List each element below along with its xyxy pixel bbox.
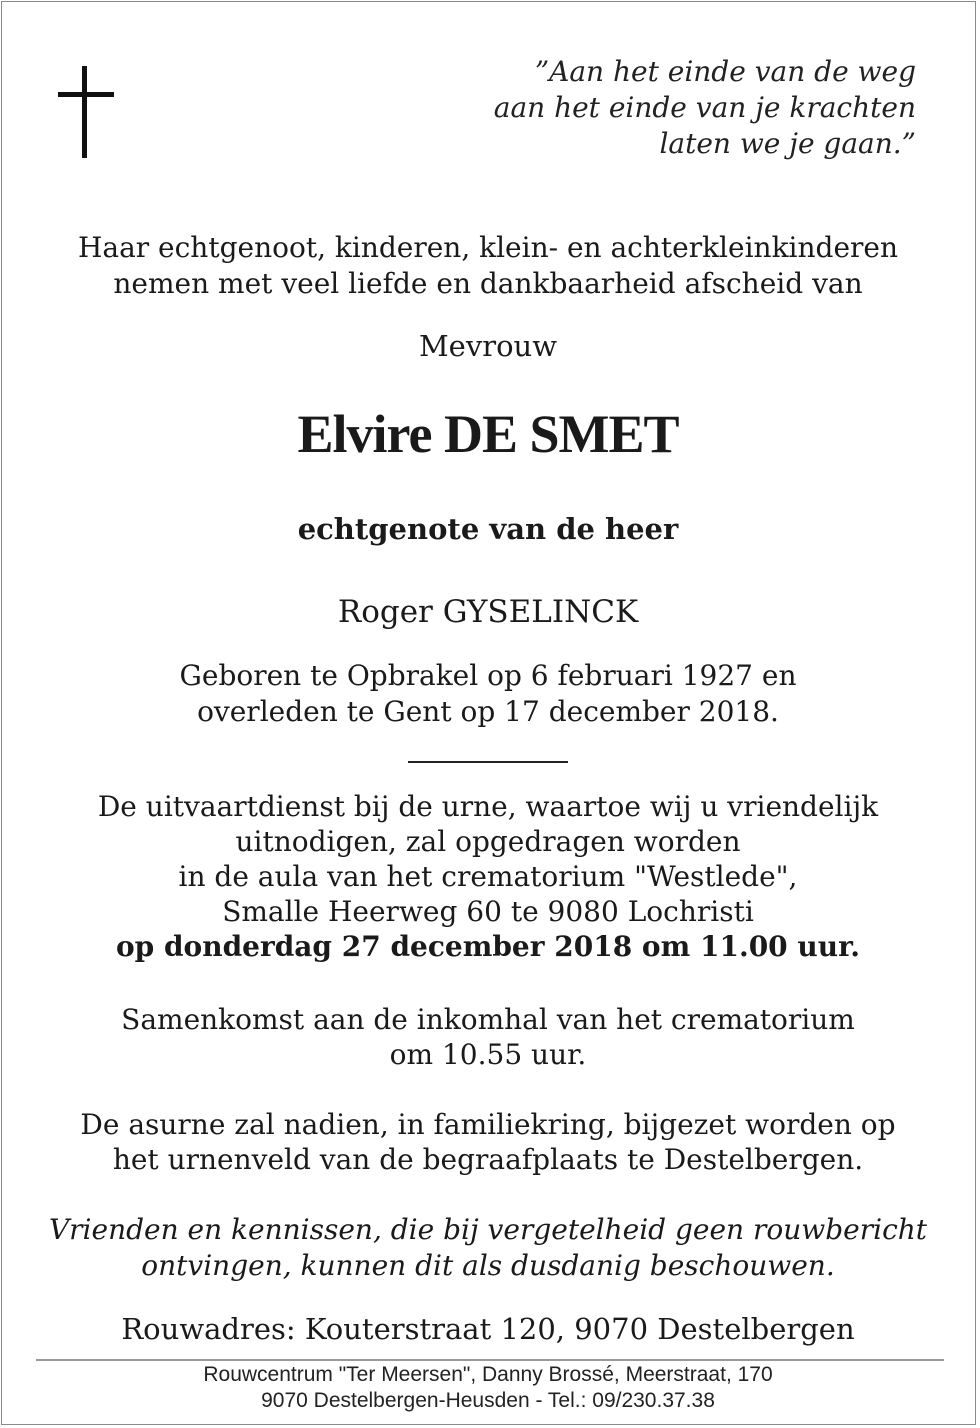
dates-line: Geboren te Opbrakel op 6 februari 1927 en [179,659,797,692]
footer-rule [36,1359,944,1361]
urn-line: het urnenveld van de begraafplaats te Destelbergen. [112,1143,864,1176]
funeral-line: Smalle Heerweg 60 te 9080 Lochristi [222,895,754,928]
birth-death-dates [0,658,976,730]
gathering-line: om 10.55 uur. [389,1038,587,1071]
intro-line: Haar echtgenoot, kinderen, klein- en achterkleinkinderen [77,231,899,264]
spouse-name: Roger GYSELINCK [337,594,639,630]
footer-line: 9070 Destelbergen-Heusden - Tel.: 09/230.37.38 [261,1389,715,1412]
intro-text [0,230,976,302]
mourning-address: Rouwadres: Kouterstraat 120, 9070 Destelbergen [121,1312,855,1346]
funeral-info [0,789,976,964]
quote-line: laten we je gaan.” [659,127,916,160]
friends-line: ontvingen, kunnen dit als dusdanig beschouwen. [141,1249,835,1282]
quote-line: ”Aan het einde van de weg [534,55,916,88]
dates-line: overleden te Gent op 17 december 2018. [197,695,779,728]
funeral-home-footer [0,1362,976,1414]
title: Mevrouw [418,329,558,363]
divider [408,761,568,763]
memorial-quote [494,54,916,162]
urn-info [0,1107,976,1177]
funeral-line: De uitvaartdienst bij de urne, waartoe wij u vriendelijk [97,790,879,823]
gathering-line: Samenkomst aan de inkomhal van het crematorium [121,1003,855,1036]
urn-line: De asurne zal nadien, in familiekring, bijgezet worden op [80,1108,896,1141]
funeral-date: op donderdag 27 december 2018 om 11.00 uur. [115,930,861,963]
intro-line: nemen met veel liefde en dankbaarheid afscheid van [113,267,863,300]
friends-line: Vrienden en kennissen, die bij vergetelheid geen rouwbericht [48,1213,928,1246]
funeral-line: uitnodigen, zal opgedragen worden [235,825,741,858]
cross-icon [58,66,114,158]
quote-line: aan het einde van je krachten [493,91,916,124]
funeral-line: in de aula van het crematorium "Westlede", [178,860,798,893]
spouse-intro: echtgenote van de heer [297,512,679,546]
friends-note [0,1212,976,1284]
gathering-info [0,1002,976,1072]
footer-line: Rouwcentrum "Ter Meersen", Danny Brossé, Meerstraat, 170 [203,1363,773,1386]
deceased-name: Elvire DE SMET [297,404,679,464]
